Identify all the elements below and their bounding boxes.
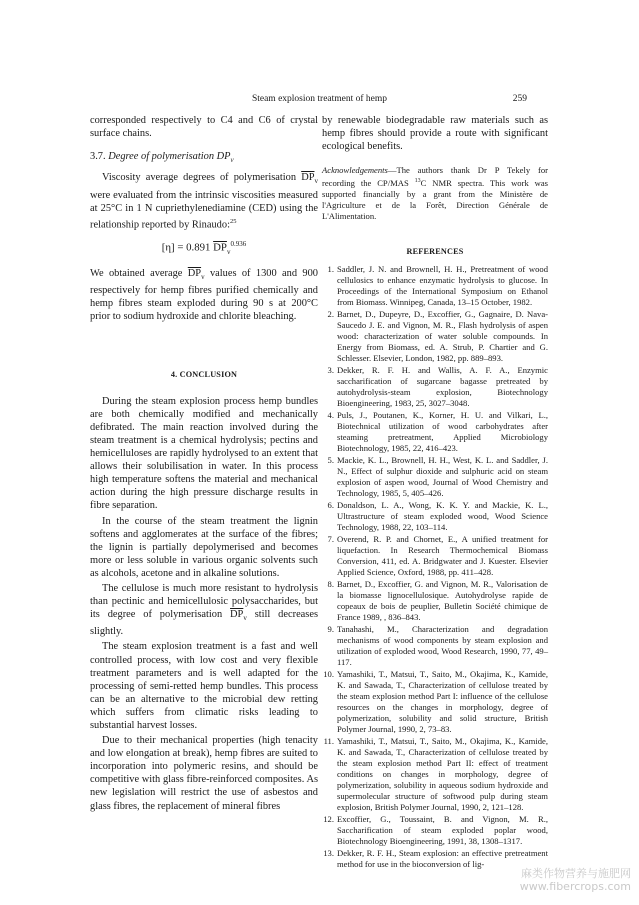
reference-number: 6.	[327, 500, 334, 511]
acknowledgements-text-2: C NMR spectra. This work was supported financially by a grant from the Ministère de l'Agriculture et de la Forêt, Direction Générale de L'Alimentation.	[322, 178, 549, 222]
reference-text: Barnet, D., Excoffier, G. and Vignon, M. R., Valorisation de la biomasse lignocellulosique. Autohydrolyse rapide de copeaux de bois de peuplier, Bulletin Société chimique de France 1989, , 836–843.	[337, 579, 548, 623]
reference-item	[322, 455, 548, 499]
conclusion-p3-text-2: still decreases slightly.	[90, 609, 318, 638]
conclusion-paragraph-4: The steam explosion treatment is a fast and well controlled process, with low cost and very flexible treatment parameters and is well adapted for the processing of semi-retted hemp bundles. This process can be an alternative to the microbial dew retting which suffers from climatic risks leading to substantial harvest losses.	[90, 641, 318, 731]
conclusion-paragraph-5: Due to their mechanical properties (high tenacity and low elongation at break), hemp fibres are suited to incorporation into polymeric resins, and should be competitive with glass fibre-reinforced composites. As new legislation will restrict the use of asbestos and glass fibres, the replacement of mineral fibres	[90, 735, 318, 812]
viscosity-text-1: Viscosity average degrees of polymerisation	[102, 172, 297, 184]
reference-number: 3.	[327, 365, 334, 376]
watermark-line-2: www.fibercrops.com	[519, 880, 631, 893]
reference-number: 7.	[327, 534, 334, 545]
reference-list	[322, 264, 548, 870]
reference-text: Tanahashi, M., Characterization and degradation mechanisms of wood components by steam explosion and utilization of exploded wood, Wood Research, 1990, 77, 49–117.	[337, 624, 548, 668]
reference-text: Excoffier, G., Toussaint, B. and Vignon, M. R., Saccharification of steam exploded poplar wood, Biotechnology Bioengineering, 1991, 38, 1308–1317.	[337, 814, 548, 847]
reference-text: Mackie, K. L., Brownell, H. H., West, K. L. and Saddler, J. N., Effect of sulphur dioxide and sulphuric acid on steam explosion of aspen wood, Journal of Wood Chemistry and Technology, 1985, 5, 405–426.	[337, 455, 548, 499]
reference-item	[322, 500, 548, 533]
reference-item	[322, 365, 548, 409]
continuation-paragraph: by renewable biodegradable raw materials such as hemp fibres should provide a route with significant ecological benefits.	[322, 115, 548, 153]
reference-item	[322, 814, 548, 847]
reference-text: Dekker, R. F. H. and Wallis, A. F. A., Enzymic saccharification of sugarcane bagasse pretreated by autohydrolysis-steam explosion, Biotechnology Bioengineering, 1983, 25, 3027–3048.	[337, 365, 548, 409]
reference-item	[322, 534, 548, 578]
conclusion-paragraph-2: In the course of the steam treatment the lignin softens and agglomerates at the surface of the fibres; the lignin is partially depolymerised and becomes more or less soluble in various organic solvents such as alcohols, acetone and in alkaline solutions.	[90, 515, 318, 579]
dp-results-text-1: We obtained average	[90, 268, 188, 280]
section-number: 3.7.	[90, 151, 106, 163]
dp-results-subscript: v	[201, 273, 205, 282]
reference-text: Yamashiki, T., Matsui, T., Saito, M., Okajima, K., Kamide, K. and Sawada, T., Characterization of cellulose treated by the steam explosion method Part I: influence of the cellulose resources on the changes in morphology, degree of polymerization, solubility and solid structure, British Polymer Journal, 1990, 2, 73–83.	[337, 669, 548, 735]
intro-paragraph: corresponded respectively to C4 and C6 of crystal surface chains.	[90, 115, 318, 140]
reference-number: 4.	[327, 410, 334, 421]
section-title-text: Degree of polymerisation DP	[108, 151, 231, 163]
dp-symbol: $\overline{DP}$	[301, 172, 315, 184]
conclusion-p3-text-1: The cellulose is much more resistant to hydrolysis than pectinic and hemicellulosic polysaccharides, but its degree of polymerisation	[90, 582, 318, 621]
conclusion-paragraph-3	[90, 582, 318, 638]
reference-item	[322, 624, 548, 668]
section-title	[108, 151, 234, 165]
reference-item	[322, 410, 548, 454]
conclusion-p3-subscript: v	[243, 614, 247, 623]
section-3-7-heading	[90, 150, 318, 167]
reference-number: 5.	[327, 455, 334, 466]
reference-text: Donaldson, L. A., Wong, K. K. Y. and Mackie, K. L., Ultrastructure of steam exploded wood, Wood Science Technology, 1988, 22, 103–114.	[337, 500, 548, 533]
dp-results-text-2: values of 1300 and 900 respectively for hemp fibres purified chemically and hemp fibres steam exploded during 90 s at 200°C prior to sodium hydroxide and chlorite bleaching.	[90, 268, 318, 323]
reference-item	[322, 264, 548, 308]
right-column	[322, 114, 548, 871]
equation-lhs: [η] = 0.891	[161, 241, 214, 254]
reference-number: 8.	[327, 579, 334, 590]
acknowledgements-label: Acknowledgements	[322, 165, 388, 176]
page-number: 259	[512, 94, 527, 104]
left-column	[90, 114, 318, 813]
dp-equation	[90, 238, 318, 259]
viscosity-paragraph	[90, 171, 318, 231]
reference-number: 9.	[327, 624, 334, 635]
reference-text: Saddler, J. N. and Brownell, H. H., Pretreatment of wood cellulosics to enhance enzymatic hydrolysis to glucose. In Proceedings of the International Symposium on Ethanol from Biomass. Winnipeg, Canada, 13–15 October, 1982.	[337, 264, 548, 308]
watermark-line-1: 麻类作物营养与施肥网	[521, 867, 631, 880]
conclusion-p3-dp: $\overline{DP}$	[230, 609, 244, 621]
reference-text: Barnet, D., Dupeyre, D., Excoffier, G., Gagnaire, D. Nava-Saucedo J. E. and Vignon, M. R., Flash hydrolysis of aspen wood: characterization of water soluble compounds. In Energy from Biomass, ed. A. Strub, P. Chartier and G. Schlesser. Elsevier, London, 1982, pp. 889–893.	[337, 309, 548, 364]
dp-subscript: v	[314, 177, 318, 186]
equation-exponent: 0.936	[230, 240, 247, 249]
dp-results-paragraph	[90, 267, 318, 323]
reference-number: 12.	[323, 814, 334, 825]
reference-text: Puls, J., Poutanen, K., Korner, H. U. and Vilkari, L., Biotechnical utilization of wood carbohydrates after steaming pretreatment, Applied Microbiology Biotechnology, 1985, 22, 416–423.	[337, 410, 548, 454]
equation-dp: $\overline{DP}$	[213, 241, 227, 254]
reference-number: 11.	[323, 736, 334, 747]
reference-number: 1.	[327, 264, 334, 275]
reference-number: 10.	[323, 669, 334, 680]
running-title: Steam explosion treatment of hemp	[251, 94, 388, 104]
acknowledgements	[322, 165, 548, 222]
dp-results-symbol: $\overline{DP}$	[187, 268, 202, 280]
reference-text: Yamashiki, T., Matsui, T., Saito, M., Okajima, K., Kamide, K. and Sawada, T., Characterization of cellulose treated by the steam explosion method Part II: effect of treatment conditions on changes in morphology, degree of polymerization, solubility in aqueous sodium hydroxide and supermolecular structure of softwood pulp during steam explosion, British Polymer Journal, 1990, 2, 121–128.	[337, 736, 548, 813]
acknowledgements-superscript: 13	[414, 178, 421, 185]
equation-subscript: v	[226, 248, 231, 257]
reference-item	[322, 736, 548, 813]
site-watermark	[520, 867, 631, 893]
reference-item	[322, 579, 548, 623]
viscosity-text-2: were evaluated from the intrinsic viscosities measured at 25°C in 1 N cupriethylenediamine (CED) using the relationship reported by Rinaudo:	[90, 189, 318, 231]
conclusion-heading: 4. CONCLUSION	[170, 369, 238, 379]
running-header	[0, 94, 639, 108]
citation-superscript: 25	[229, 217, 237, 225]
reference-item	[322, 848, 548, 870]
reference-text: Overend, R. P. and Chornet, E., A unified treatment for liquefaction. In Research Thermochemical Biomass Conversion, 411, ed. A. Bridgwater and J. Kuester. Elsevier Applied Science, Oxford, 1988, pp. 411–428.	[337, 534, 548, 578]
reference-item	[322, 669, 548, 735]
conclusion-paragraph-1: During the steam explosion process hemp bundles are both chemically modified and mechanically defibrated. The main reaction involved during the steam treatment is a chemical hydrolysis; pectins and hemicelluloses are rapidly hydrolysed to an extent that allows their solubilisation in water. In this process high temperature softens the material and mechanical action during the high pressure discharge results in fibre separation.	[90, 395, 318, 512]
references-heading: REFERENCES	[406, 247, 464, 257]
reference-number: 13.	[323, 848, 334, 859]
acknowledgements-text-1: —The authors thank Dr P Tekely for recording the CP/MAS	[322, 165, 548, 189]
reference-number: 2.	[327, 309, 334, 320]
reference-text: Dekker, R. F. H., Steam explosion: an effective pretreatment method for use in the bioconversion of lig-	[337, 848, 548, 870]
section-title-subscript: v	[230, 156, 234, 165]
reference-item	[322, 309, 548, 364]
